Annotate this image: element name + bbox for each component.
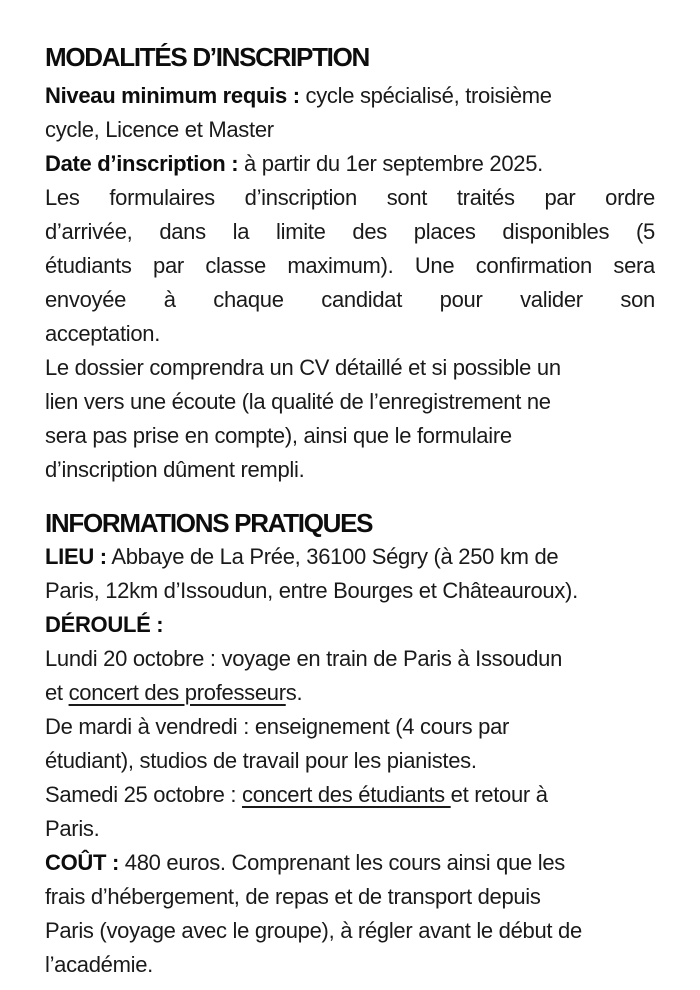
date-inscription-label: Date d’inscription : [45,151,239,176]
lieu-line-2: Paris, 12km d’Issoudun, entre Bourges et Châteauroux). [45,578,578,603]
lundi-line-2 [45,676,655,710]
cout-text: 480 euros. Comprenant les cours ainsi que les [118,850,565,875]
niveau-minimum-line-1 [45,79,655,113]
samedi-line-2: Paris. [45,816,100,841]
formulaires-line-3: étudiants par classe maximum). Une confirmation sera [45,253,655,278]
niveau-minimum-text: cycle spécialisé, troisième [299,83,552,108]
lundi-line-1: Lundi 20 octobre : voyage en train de Paris à Issoudun [45,646,563,671]
dossier-line-3: sera pas prise en compte), ainsi que le formulaire [45,423,512,448]
dossier-line-2: lien vers une écoute (la qualité de l’enregistrement ne [45,389,551,414]
cout-label: COÛT : [45,850,119,875]
lieu-label: LIEU : [45,544,107,569]
deroule-label: DÉROULÉ : [45,612,164,637]
samedi-line-1-suffix: et retour à [450,782,548,807]
section-heading-modalites: MODALITÉS D’INSCRIPTION [45,42,369,72]
samedi-line-1-prefix: Samedi 25 octobre : [45,782,243,807]
concert-etudiants-underlined-text: concert des étudiants [242,782,451,807]
lieu-text: Abbaye de La Prée, 36100 Ségry (à 250 km de [106,544,559,569]
date-inscription-text: à partir du 1er septembre 2025. [238,151,543,176]
formulaires-line-4: envoyée à chaque candidat pour valider son [45,287,655,312]
niveau-minimum-line-2: cycle, Licence et Master [45,117,274,142]
formulaires-line-2: d’arrivée, dans la limite des places disponibles (5 [45,219,655,244]
formulaires-line-1: Les formulaires d’inscription sont traités par ordre [45,185,655,210]
cout-line-4: l’académie. [45,952,153,977]
niveau-minimum-label: Niveau minimum requis : [45,83,300,108]
section-heading-infos-pratiques: INFORMATIONS PRATIQUES [45,508,373,538]
lundi-line-2-suffix: s. [285,680,303,705]
deroule-label-line [45,608,655,642]
cout-line-3: Paris (voyage avec le groupe), à régler avant le début de [45,918,582,943]
lieu-line-1 [45,540,655,574]
lundi-line-2-prefix: et [45,680,69,705]
cout-line-1 [45,846,655,880]
concert-professeurs-underlined-text: concert des professeur [68,680,286,705]
dossier-line-1: Le dossier comprendra un CV détaillé et si possible un [45,355,561,380]
formulaires-line-5: acceptation. [45,321,161,346]
date-inscription-line [45,147,655,181]
dossier-line-4: d’inscription dûment rempli. [45,457,305,482]
cout-line-2: frais d’hébergement, de repas et de transport depuis [45,884,541,909]
mardi-vendredi-line-1: De mardi à vendredi : enseignement (4 cours par [45,714,510,739]
samedi-line-1 [45,778,655,812]
mardi-vendredi-line-2: étudiant), studios de travail pour les pianistes. [45,748,477,773]
